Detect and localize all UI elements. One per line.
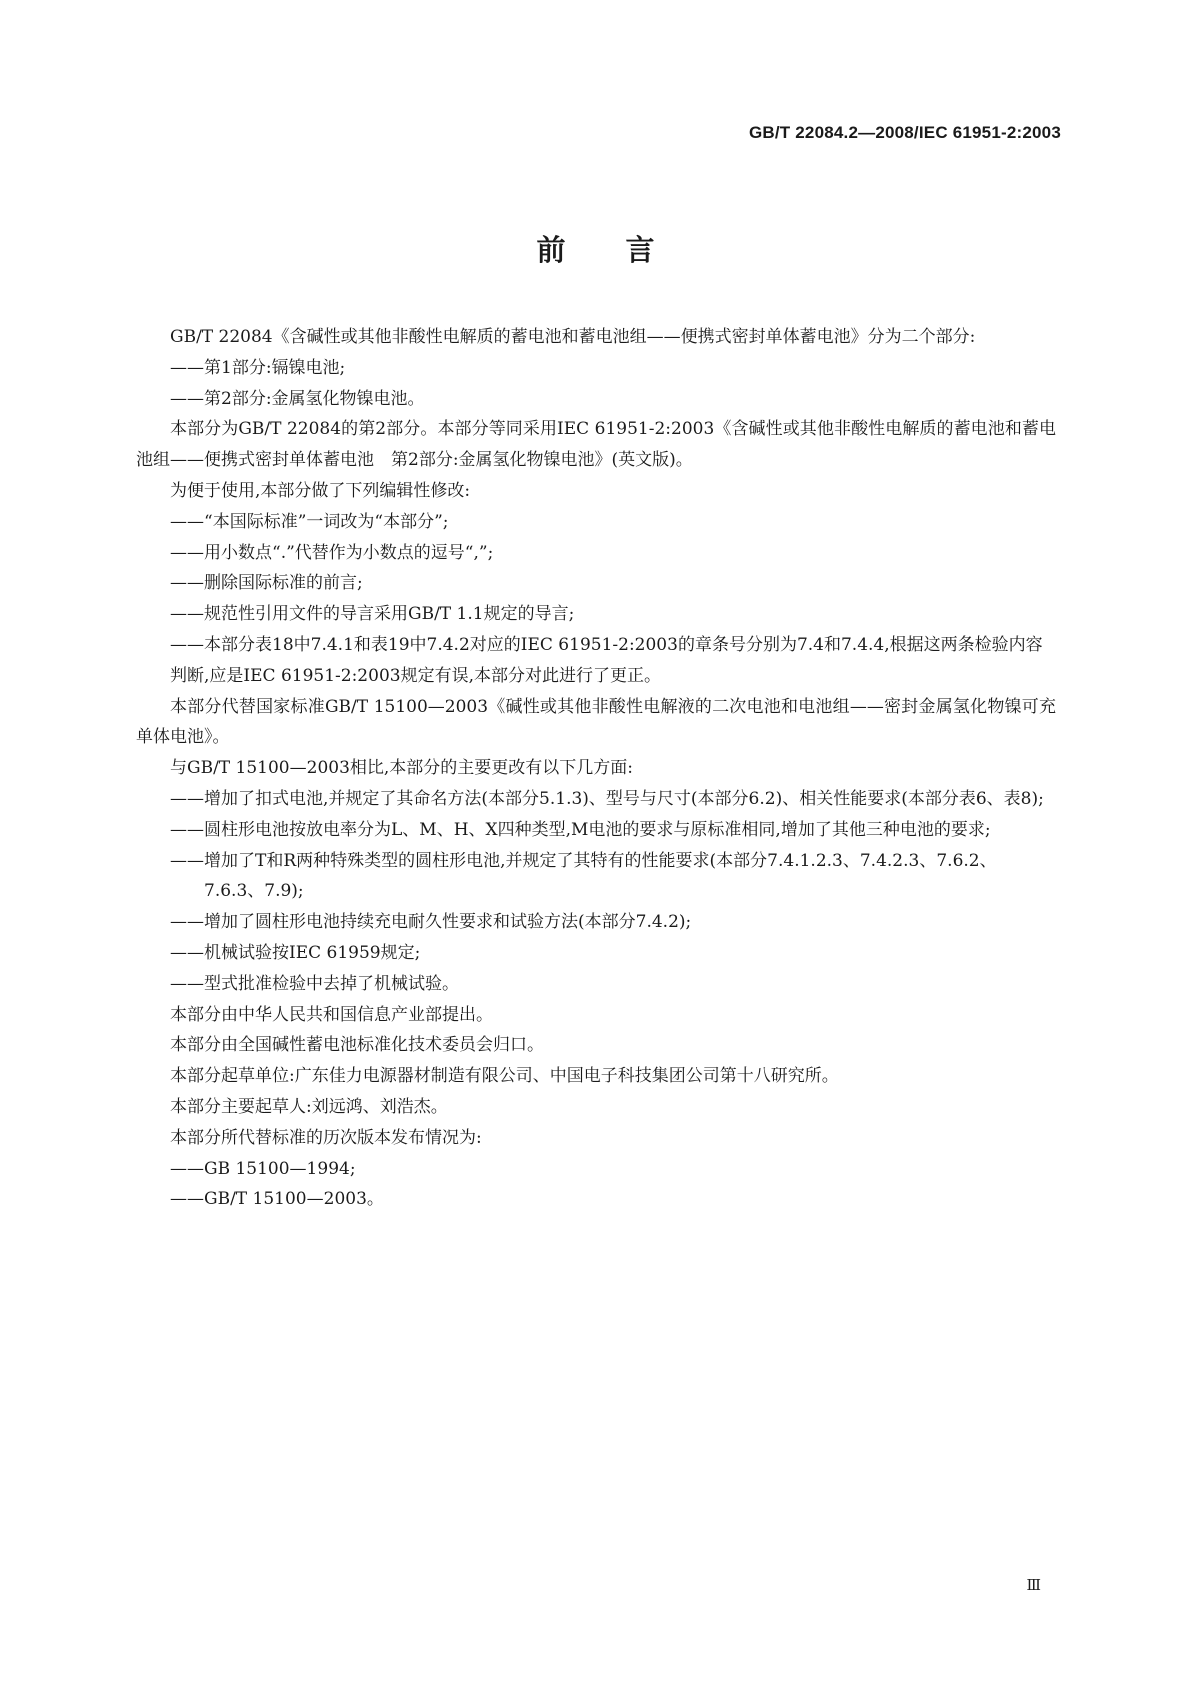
list-item: ——增加了T和R两种特殊类型的圆柱形电池,并规定了其特有的性能要求(本部分7.4.1.2.3、7.4.2.3、7.6.2、7.6.3、7.9); <box>170 850 997 902</box>
list-item: ——增加了圆柱形电池持续充电耐久性要求和试验方法(本部分7.4.2); <box>170 912 692 933</box>
list-item: ——型式批准检验中去掉了机械试验。 <box>170 973 459 994</box>
list-item: ——增加了扣式电池,并规定了其命名方法(本部分5.1.3)、型号与尺寸(本部分6.2)、相关性能要求(本部分表6、表8); <box>170 788 1044 809</box>
list-item: ——圆柱形电池按放电率分为L、M、H、X四种类型,M电池的要求与原标准相同,增加了其他三种电池的要求; <box>170 819 991 840</box>
list-item: ——第1部分:镉镍电池; <box>170 357 346 378</box>
document-body <box>136 322 1056 1215</box>
paragraph: GB/T 22084《含碱性或其他非酸性电解质的蓄电池和蓄电池组——便携式密封单体蓄电池》分为二个部分: <box>170 327 976 347</box>
paragraph: 本部分所代替标准的历次版本发布情况为: <box>170 1127 482 1148</box>
page-title: 前言 <box>536 233 715 267</box>
paragraph: 本部分主要起草人:刘远鸿、刘浩杰。 <box>170 1096 448 1117</box>
list-item: ——删除国际标准的前言; <box>170 573 363 594</box>
paragraph: 与GB/T 15100—2003相比,本部分的主要更改有以下几方面: <box>170 758 634 779</box>
list-item: ——规范性引用文件的导言采用GB/T 1.1规定的导言; <box>170 604 575 625</box>
paragraph: 本部分由全国碱性蓄电池标准化技术委员会归口。 <box>170 1035 544 1056</box>
list-item: ——“本国际标准”一词改为“本部分”; <box>170 511 449 532</box>
paragraph: 本部分起草单位:广东佳力电源器材制造有限公司、中国电子科技集团公司第十八研究所。 <box>170 1066 839 1087</box>
paragraph: 本部分代替国家标准GB/T 15100—2003《碱性或其他非酸性电解液的二次电池和电池组——密封金属氢化物镍可充单体电池》。 <box>136 696 1056 748</box>
list-item: ——GB 15100—1994; <box>170 1158 356 1179</box>
list-item: ——第2部分:金属氢化物镍电池。 <box>170 388 425 409</box>
list-item: ——本部分表18中7.4.1和表19中7.4.2对应的IEC 61951-2:2003的章条号分别为7.4和7.4.4,根据这两条检验内容判断,应是IEC 61951-2:2003规定有误,本部分对此进行了更正。 <box>170 634 1043 686</box>
paragraph: 本部分由中华人民共和国信息产业部提出。 <box>170 1004 493 1025</box>
paragraph: 为便于使用,本部分做了下列编辑性修改: <box>170 480 471 501</box>
list-item: ——机械试验按IEC 61959规定; <box>170 942 421 963</box>
paragraph: 本部分为GB/T 22084的第2部分。本部分等同采用IEC 61951-2:2003《含碱性或其他非酸性电解质的蓄电池和蓄电池组——便携式密封单体蓄电池 第2部分:金属氢化物镍电池》(英文版)。 <box>136 419 1056 471</box>
standard-number-header: GB/T 22084.2—2008/IEC 61951-2:2003 <box>748 123 1061 142</box>
list-item: ——GB/T 15100—2003。 <box>170 1189 384 1210</box>
page-number: Ⅲ <box>1026 1576 1041 1594</box>
list-item: ——用小数点“.”代替作为小数点的逗号“,”; <box>170 542 494 563</box>
